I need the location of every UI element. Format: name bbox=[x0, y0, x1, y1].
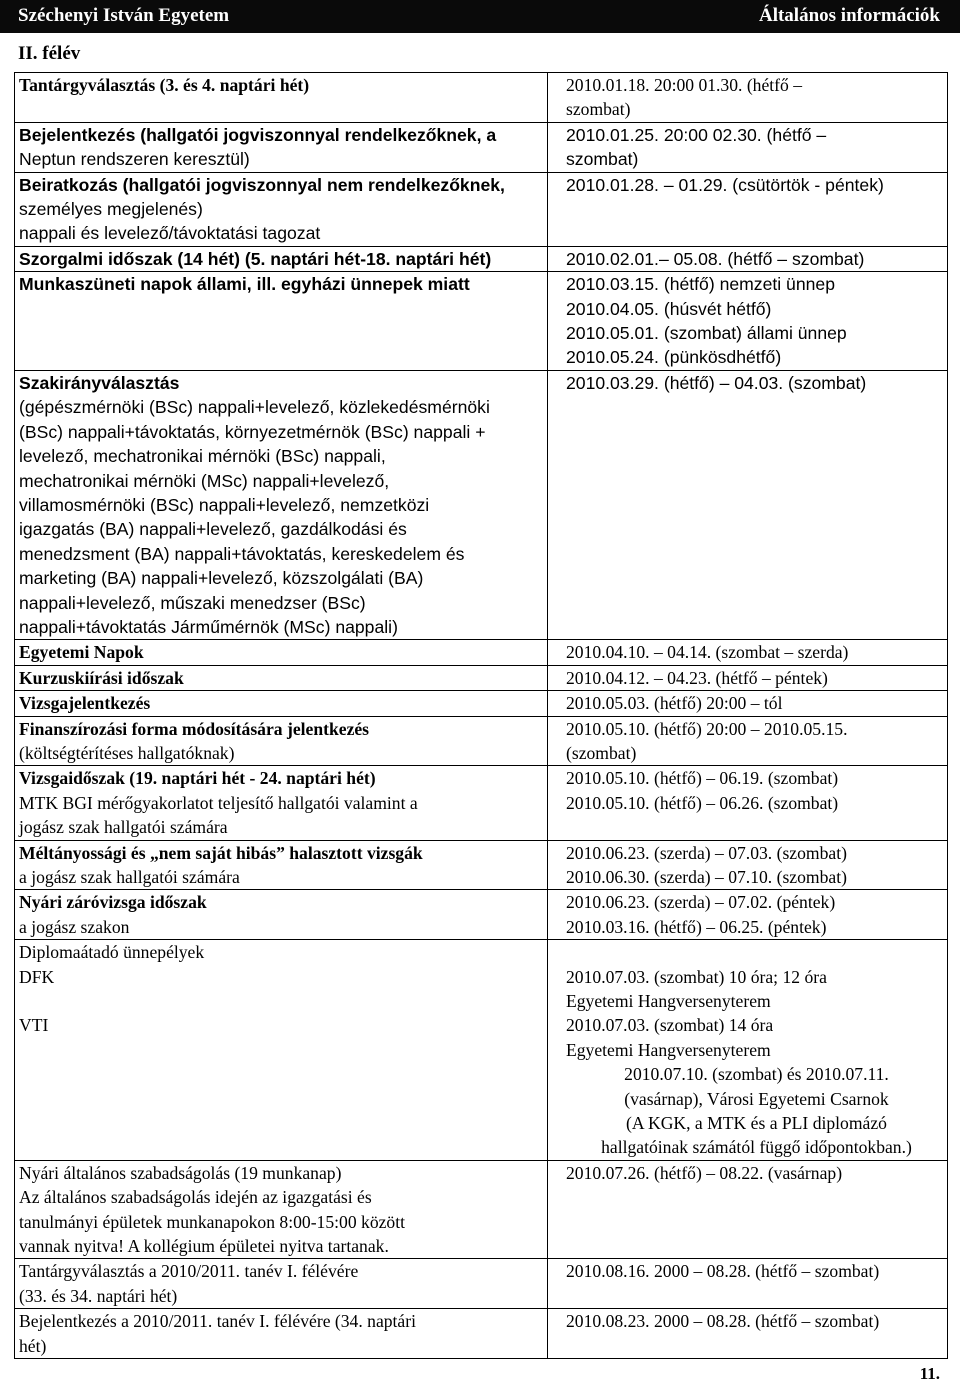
date-line: 2010.07.26. (hétfő) – 08.22. (vasárnap) bbox=[566, 1162, 843, 1183]
event-line: MTK BGI mérőgyakorlatot teljesítő hallgatói valamint a bbox=[19, 792, 418, 813]
date-line: Egyetemi Hangversenyterem bbox=[566, 1039, 771, 1060]
date-line: 2010.06.30. (szerda) – 07.10. (szombat) bbox=[566, 867, 847, 887]
date-cell bbox=[548, 716, 948, 766]
event-line: Méltányossági és „nem saját hibás” halasztott vizsgák bbox=[19, 842, 423, 863]
event-line: nappali és levelező/távoktatási tagozat bbox=[19, 223, 321, 244]
date-cell bbox=[548, 640, 948, 665]
date-cell bbox=[548, 172, 948, 246]
event-cell bbox=[15, 370, 548, 639]
event-cell bbox=[15, 640, 548, 665]
page-number: 11. bbox=[919, 1364, 940, 1383]
event-line: Neptun rendszeren keresztül) bbox=[19, 149, 250, 170]
event-line: VTI bbox=[19, 1015, 49, 1036]
event-line: DFK bbox=[19, 966, 55, 987]
spacer bbox=[19, 1087, 547, 1111]
date-line: 2010.07.10. (szombat) és 2010.07.11. bbox=[624, 1064, 889, 1085]
table-row bbox=[15, 940, 948, 1161]
table-row bbox=[15, 640, 948, 665]
university-name: Széchenyi István Egyetem bbox=[18, 5, 230, 26]
event-line: Szorgalmi időszak (14 hét) (5. naptári hét-18. naptári hét) bbox=[19, 248, 492, 269]
event-line: Bejelentkezés (hallgatói jogviszonnyal rendelkezőknek, a bbox=[19, 124, 497, 145]
event-line: Beiratkozás (hallgatói jogviszonnyal nem rendelkezőknek, bbox=[19, 174, 505, 195]
date-line: 2010.04.12. – 04.23. (hétfő – péntek) bbox=[566, 667, 828, 688]
event-cell bbox=[15, 716, 548, 766]
event-cell bbox=[15, 665, 548, 690]
event-line: hét) bbox=[19, 1335, 47, 1356]
event-line: nappali+távoktatás Járműmérnök (MSc) nappali) bbox=[19, 616, 398, 637]
event-line: Szakirányválasztás bbox=[19, 372, 180, 393]
event-cell bbox=[15, 1309, 548, 1359]
table-row bbox=[15, 840, 948, 890]
date-cell bbox=[548, 1160, 948, 1259]
date-line: Egyetemi Hangversenyterem bbox=[566, 991, 771, 1012]
page-header bbox=[0, 0, 960, 33]
date-line: 2010.05.10. (hétfő) 20:00 – 2010.05.15. bbox=[566, 718, 848, 739]
date-line: 2010.03.29. (hétfő) – 04.03. (szombat) bbox=[566, 372, 867, 393]
event-line: igazgatás (BA) nappali+levelező, gazdálkodási és bbox=[19, 519, 407, 540]
date-line: hallgatóinak számától függő időpontokban.) bbox=[601, 1137, 912, 1158]
date-line: 2010.07.03. (szombat) 10 óra; 12 óra bbox=[566, 966, 827, 987]
event-line: marketing (BA) nappali+levelező, közszolgálati (BA) bbox=[19, 568, 424, 589]
event-line: levelező, mechatronikai mérnöki (BSc) nappali, bbox=[19, 446, 386, 467]
event-line: a jogász szakon bbox=[19, 916, 130, 937]
semester-heading: II. félév bbox=[18, 43, 81, 64]
spacer bbox=[19, 1038, 547, 1062]
spacer bbox=[19, 1135, 547, 1159]
spacer bbox=[19, 1111, 547, 1135]
event-cell bbox=[15, 1160, 548, 1259]
date-line: szombat) bbox=[566, 99, 631, 120]
table-row bbox=[15, 1160, 948, 1259]
date-line: 2010.05.03. (hétfő) 20:00 – tól bbox=[566, 693, 783, 714]
spacer bbox=[566, 940, 947, 964]
event-cell bbox=[15, 691, 548, 716]
event-line: mechatronikai mérnöki (MSc) nappali+levelező, bbox=[19, 470, 390, 491]
event-line: Vizsgajelentkezés bbox=[19, 693, 151, 714]
event-line: Diplomaátadó ünnepélyek bbox=[19, 942, 205, 963]
event-line: Kurzuskiírási időszak bbox=[19, 667, 184, 688]
date-line: 2010.01.18. 20:00 01.30. (hétfő – bbox=[566, 75, 803, 95]
event-line: villamosmérnöki (BSc) nappali+levelező, nemzetközi bbox=[19, 494, 430, 515]
table-row bbox=[15, 1309, 948, 1359]
date-cell bbox=[548, 1309, 948, 1359]
date-line: 2010.01.28. – 01.29. (csütörtök - péntek) bbox=[566, 174, 884, 195]
event-line: Finanszírozási forma módosítására jelentkezés bbox=[19, 718, 370, 739]
date-line: 2010.07.03. (szombat) 14 óra bbox=[566, 1015, 774, 1036]
date-cell bbox=[548, 246, 948, 271]
date-cell bbox=[548, 73, 948, 123]
event-cell bbox=[15, 272, 548, 371]
event-line: tanulmányi épületek munkanapokon 8:00-15:00 között bbox=[19, 1211, 406, 1232]
event-line: Nyári záróvizsga időszak bbox=[19, 892, 207, 913]
event-cell bbox=[15, 766, 548, 840]
spacer bbox=[19, 1062, 547, 1086]
date-cell bbox=[548, 272, 948, 371]
schedule-table bbox=[14, 72, 948, 1359]
event-line: jogász szak hallgatói számára bbox=[19, 817, 228, 838]
event-line: Munkaszüneti napok állami, ill. egyházi ünnepek miatt bbox=[19, 274, 470, 295]
event-line: Egyetemi Napok bbox=[19, 642, 144, 663]
table-row bbox=[15, 1259, 948, 1309]
event-cell bbox=[15, 122, 548, 172]
event-line: Az általános szabadságolás idején az igazgatási és bbox=[19, 1187, 372, 1208]
table-row bbox=[15, 691, 948, 716]
date-cell bbox=[548, 691, 948, 716]
event-line: (BSc) nappali+távoktatás, környezetmérnök (BSc) nappali + bbox=[19, 421, 486, 442]
event-cell bbox=[15, 890, 548, 940]
event-line: (gépészmérnöki (BSc) nappali+levelező, közlekedésmérnöki bbox=[19, 397, 490, 418]
date-line: (A KGK, a MTK és a PLI diplomázó bbox=[626, 1113, 887, 1134]
table-row bbox=[15, 246, 948, 271]
table-row bbox=[15, 665, 948, 690]
table-row bbox=[15, 716, 948, 766]
table-row bbox=[15, 370, 948, 639]
date-cell bbox=[548, 122, 948, 172]
date-cell bbox=[548, 840, 948, 890]
event-line: nappali+levelező, műszaki menedzser (BSc) bbox=[19, 592, 366, 613]
date-cell bbox=[548, 940, 948, 1161]
date-line: 2010.01.25. 20:00 02.30. (hétfő – bbox=[566, 124, 827, 145]
event-line: Tantárgyválasztás (3. és 4. naptári hét) bbox=[19, 75, 310, 95]
date-line: 2010.08.23. 2000 – 08.28. (hétfő – szombat) bbox=[566, 1311, 880, 1332]
event-line: Vizsgaidőszak (19. naptári hét - 24. naptári hét) bbox=[19, 768, 376, 789]
event-line: vannak nyitva! A kollégium épületei nyitva tartanak. bbox=[19, 1236, 389, 1257]
date-cell bbox=[548, 766, 948, 840]
table-row bbox=[15, 73, 948, 123]
table-row bbox=[15, 766, 948, 840]
date-line: 2010.04.05. (húsvét hétfő) bbox=[566, 298, 772, 319]
event-cell bbox=[15, 840, 548, 890]
date-cell bbox=[548, 665, 948, 690]
event-line: személyes megjelenés) bbox=[19, 199, 203, 220]
table-row bbox=[15, 272, 948, 371]
event-line: Tantárgyválasztás a 2010/2011. tanév I. félévére bbox=[19, 1261, 359, 1282]
event-line: (költségtérítéses hallgatóknak) bbox=[19, 742, 235, 763]
date-line: 2010.05.01. (szombat) állami ünnep bbox=[566, 323, 847, 344]
date-line: 2010.06.23. (szerda) – 07.03. (szombat) bbox=[566, 842, 847, 863]
section-title: Általános információk bbox=[758, 5, 940, 26]
date-cell bbox=[548, 890, 948, 940]
date-line: (szombat) bbox=[566, 742, 637, 763]
event-cell bbox=[15, 73, 548, 123]
date-line: 2010.06.23. (szerda) – 07.02. (péntek) bbox=[566, 892, 836, 913]
date-cell bbox=[548, 370, 948, 639]
event-cell bbox=[15, 940, 548, 1161]
date-line: 2010.02.01.– 05.08. (hétfő – szombat) bbox=[566, 248, 865, 269]
event-cell bbox=[15, 1259, 548, 1309]
table-row bbox=[15, 122, 948, 172]
spacer bbox=[19, 989, 547, 1013]
event-line: (33. és 34. naptári hét) bbox=[19, 1285, 178, 1306]
event-line: Nyári általános szabadságolás (19 munkanap) bbox=[19, 1162, 342, 1183]
table-row bbox=[15, 172, 948, 246]
event-line: menedzsment (BA) nappali+távoktatás, kereskedelem és bbox=[19, 543, 465, 564]
date-line: szombat) bbox=[566, 149, 639, 170]
date-line: (vasárnap), Városi Egyetemi Csarnok bbox=[624, 1088, 889, 1109]
date-line: 2010.05.10. (hétfő) – 06.19. (szombat) bbox=[566, 768, 839, 789]
date-line: 2010.03.16. (hétfő) – 06.25. (péntek) bbox=[566, 916, 827, 937]
table-row bbox=[15, 890, 948, 940]
date-line: 2010.05.10. (hétfő) – 06.26. (szombat) bbox=[566, 792, 839, 813]
date-line: 2010.08.16. 2000 – 08.28. (hétfő – szombat) bbox=[566, 1261, 880, 1282]
event-cell bbox=[15, 172, 548, 246]
date-line: 2010.03.15. (hétfő) nemzeti ünnep bbox=[566, 274, 835, 295]
event-line: Bejelentkezés a 2010/2011. tanév I. félévére (34. naptári bbox=[19, 1311, 416, 1332]
event-line: a jogász szak hallgatói számára bbox=[19, 867, 240, 887]
date-line: 2010.05.24. (pünkösdhétfő) bbox=[566, 347, 782, 368]
date-line: 2010.04.10. – 04.14. (szombat – szerda) bbox=[566, 642, 849, 663]
event-cell bbox=[15, 246, 548, 271]
date-cell bbox=[548, 1259, 948, 1309]
